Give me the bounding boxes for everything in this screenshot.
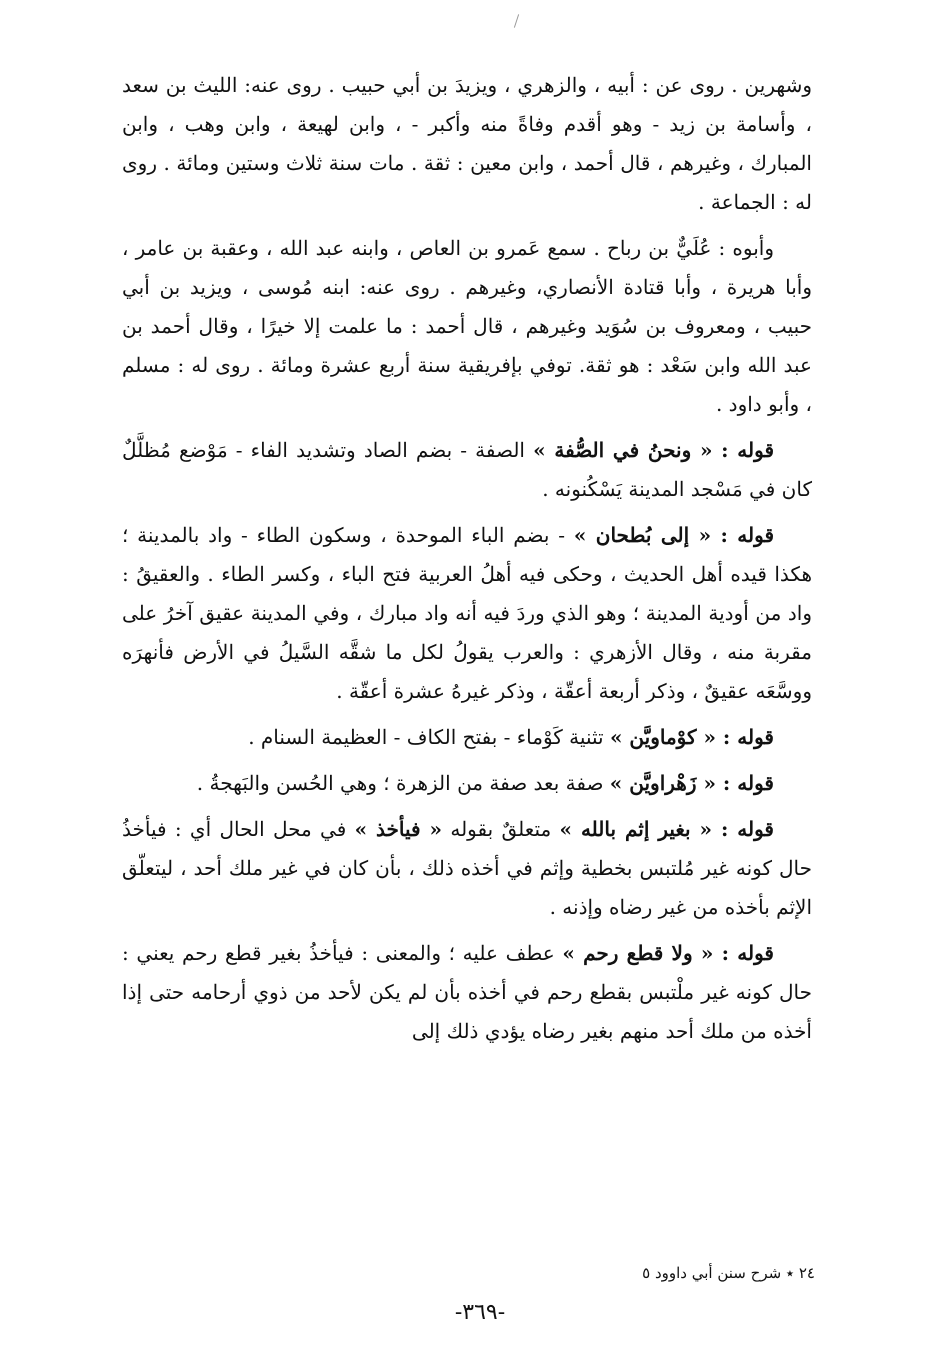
quoted-phrase: قوله : « زَهْراويَّن » — [609, 771, 774, 795]
quoted-phrase: « فيأخذ » — [354, 817, 443, 841]
paragraph-text: - بضم الباء الموحدة ، وسكون الطاء - واد بالمدينة ؛ هكذا قيده أهل الحديث ، وحكى فيه أهلُ العربية فتح الباء ، وكسر الطاء . والعقيقُ : واد من أودية المدينة ؛ وهو الذي وردَ فيه أنه واد مبارك ، وفي المدينة عقيق آخرُ على مقربة منه ، وقال الأزهري : والعرب يقولُ لكل ما شقَّه السَّيلُ في الأرض فأنهرَه ووسَّعَه عقيقٌ ، وذكر أربعة أعقّة ، وذكر غيرهُ عشرة أعقّة . — [122, 523, 812, 703]
paragraph-p5 — [122, 718, 812, 757]
paragraph-p1 — [122, 66, 812, 222]
paragraph-p7 — [122, 810, 812, 927]
paragraph-text: وشهرين . روى عن : أبيه ، والزهري ، ويزيدَ بن أبي حبيب . روى عنه: الليث بن سعد ، وأسامة بن زيد - وهو أقدم وفاةً منه وأكبر - ، وابن لهيعة ، وابن وهب ، وابن المبارك ، وغيرهم ، قال أحمد ، وابن معين : ثقة . مات سنة ثلاث وستين ومائة . روى له : الجماعة . — [122, 73, 812, 214]
paragraph-text: متعلقٌ بقوله — [442, 817, 560, 841]
footer-signature: ٢٤ ٭ شرح سنن أبي داوود ٥ — [642, 1264, 815, 1282]
quoted-phrase: قوله : « ولا قطع رحم » — [562, 941, 774, 965]
paragraph-p8 — [122, 934, 812, 1051]
body-text — [122, 66, 812, 1058]
quoted-phrase: قوله : « إلى بُطحان » — [573, 523, 775, 547]
page-number: -٣٦٩- — [454, 1300, 506, 1325]
paragraph-text: في محل الحال أي : فيأخذُ حال كونه غير مُلتبس بخطية وإثم في أخذه ذلك ، بأن كان في غير ملك أحد ، ليتعلّق الإثم بأخذه من غير رضاه وإذنه . — [122, 817, 812, 919]
paragraph-p2 — [122, 229, 812, 424]
scan-mark — [514, 14, 519, 28]
paragraph-text: الصفة - بضم الصاد وتشديد الفاء - مَوْضع مُظلَّلٌ كان في مَسْجد المدينة يَسْكُنونه . — [122, 438, 812, 501]
quoted-phrase: قوله : « كوْماويَّن » — [609, 725, 774, 749]
paragraph-p4 — [122, 516, 812, 711]
paragraph-p6 — [122, 764, 812, 803]
quoted-phrase: قوله : « بغير إثم بالله » — [559, 817, 774, 841]
paragraph-p3 — [122, 431, 812, 509]
quoted-phrase: قوله : « ونحنُ في الصُّفة » — [533, 438, 775, 462]
paragraph-text: صفة بعد صفة من الزهرة ؛ وهي الحُسن والبَهجةُ . — [196, 771, 610, 795]
paragraph-text: عطف عليه ؛ والمعنى : فيأخذُ بغير قطع رحم يعني : حال كونه غير ملْتبس بقطع رحم في أخذه بأن لم يكن لأحد من ذوي أرحامه حتى إذا أخذه من ملك أحد منهم بغير رضاه يؤدي ذلك إلى — [122, 941, 812, 1043]
paragraph-text: وأبوه : عُلَيٌّ بن رباح . سمع عَمرو بن العاص ، وابنه عبد الله ، وعقبة بن عامر ، وأبا هريرة ، وأبا قتادة الأنصاري، وغيرهم . روى عنه: ابنه مُوسى ، ويزيد بن أبي حبيب ، ومعروف بن سُوَيد وغيرهم ، قال أحمد : ما علمت إلا خيرًا ، وقال أحمد بن عبد الله وابن سَعْد : هو ثقة. توفي بإفريقية سنة أربع عشرة ومائة . روى له : مسلم ، وأبو داود . — [122, 236, 813, 416]
paragraph-text: تثنية كَوْماء - بفتح الكاف - العظيمة السنام . — [248, 725, 610, 749]
